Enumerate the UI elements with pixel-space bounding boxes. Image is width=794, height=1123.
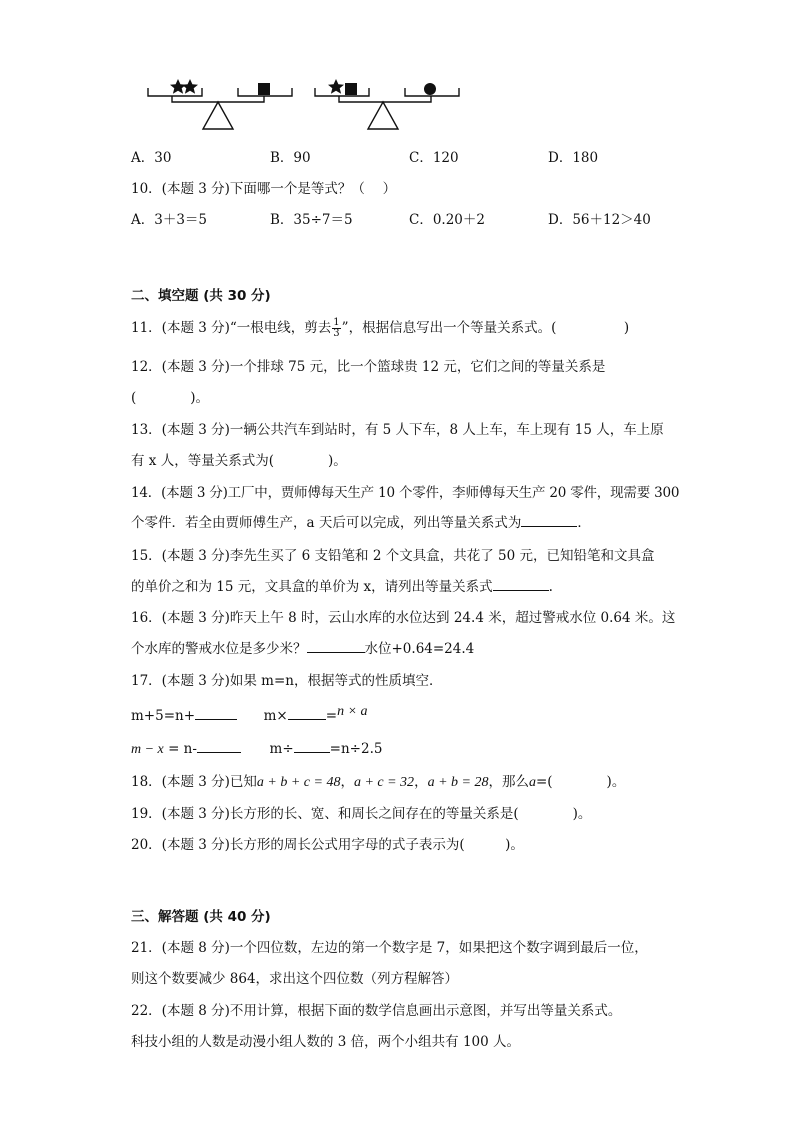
q9-option-d: D．180 <box>548 150 599 166</box>
q16-line1: 16．(本题 3 分)昨天上午 8 时，云山水库的水位达到 24.4 米，超过警戒水位 0.64 米。这 <box>131 610 676 626</box>
q22-line2: 科技小组的人数是动漫小组人数的 3 倍，两个小组共有 100 人。 <box>131 1034 521 1050</box>
star-icon <box>170 79 186 94</box>
q17-b-eq: = <box>325 708 338 724</box>
balance-scales-figure <box>140 72 480 132</box>
q13-line2: 有 x 人，等量关系式为( )。 <box>131 453 347 469</box>
q17-row1 <box>131 704 368 724</box>
q17-c-text: = n- <box>163 741 197 757</box>
q9-option-a: A．30 <box>131 150 172 166</box>
q12-line1: 12．(本题 3 分)一个排球 75 元，比一个篮球贵 12 元，它们之间的等量关系是 <box>131 359 606 375</box>
star-icon <box>328 79 344 94</box>
q20: 20．(本题 3 分)长方形的周长公式用字母的式子表示为( )。 <box>131 837 524 853</box>
q17-c-math: m − x <box>131 742 164 757</box>
q14-line2-end: ． <box>577 515 591 531</box>
q11-pre: 11．(本题 3 分)“一根电线，剪去 <box>131 320 332 336</box>
fraction-numerator: 1 <box>333 317 340 328</box>
balance-left <box>148 88 292 129</box>
q11 <box>131 316 629 340</box>
q15-answer-blank[interactable] <box>493 590 549 591</box>
q17-b-math: n × a <box>337 704 368 719</box>
q16-line2 <box>131 643 474 657</box>
q17-a-text: m+5=n+ <box>131 708 196 724</box>
q10-stem: 10．(本题 3 分)下面哪一个是等式？（ ） <box>131 181 397 197</box>
q22-line1: 22．(本题 8 分)不用计算，根据下面的数学信息画出示意图，并写出等量关系式。 <box>131 1003 622 1019</box>
q12-line2: ( )。 <box>131 390 210 406</box>
q18-eq2: a + c = 32 <box>353 775 415 790</box>
q16-answer-blank[interactable] <box>307 652 365 653</box>
balance-right <box>315 88 459 129</box>
q18-mid: ，那么 <box>488 774 529 790</box>
q17-row2 <box>131 743 382 757</box>
q17-d-text: m÷ <box>269 741 294 757</box>
q10-option-b: B．35÷7＝5 <box>270 212 353 228</box>
square-icon <box>258 83 270 95</box>
q21-line2: 则这个数要减少 864，求出这个四位数（列方程解答） <box>131 971 459 987</box>
q17-a-blank[interactable] <box>195 719 237 720</box>
square-icon <box>345 83 357 95</box>
q13-line1: 13．(本题 3 分)一辆公共汽车到站时，有 5 人下车，8 人上车，车上现有 15 人，车上原 <box>131 422 664 438</box>
q17-stem: 17．(本题 3 分)如果 m=n，根据等式的性质填空． <box>131 673 443 689</box>
fraction-denominator: 3 <box>333 328 340 339</box>
q10-option-c: C．0.20＋2 <box>409 212 485 228</box>
q15-line2-end: . <box>548 579 553 595</box>
q19: 19．(本题 3 分)长方形的长、宽、和周长之间存在的等量关系是( )。 <box>131 806 592 822</box>
triangle-fulcrum-icon <box>368 102 398 129</box>
q15-line2-text: 的单价之和为 15 元，文具盒的单价为 x，请列出等量关系式 <box>131 579 493 595</box>
q17-c-blank[interactable] <box>197 752 241 753</box>
section-fill-in-heading: 二、填空题 (共 30 分) <box>131 288 271 304</box>
q18-sep2: ， <box>414 774 428 790</box>
balance-right-items <box>328 79 436 95</box>
q14-line2 <box>131 517 591 531</box>
fraction-one-third <box>332 318 340 339</box>
q18-var-a: a <box>528 775 536 790</box>
q17-d-blank[interactable] <box>294 752 330 753</box>
star-icon <box>182 79 198 94</box>
q14-line1: 14．(本题 3 分)工厂中，贾师傅每天生产 10 个零件，李师傅每天生产 20 零件，现需要 300 <box>131 485 680 501</box>
q9-option-b: B．90 <box>270 150 311 166</box>
circle-icon <box>424 83 436 95</box>
q10-option-a: A．3＋3＝5 <box>131 212 208 228</box>
q18-eq3: a + b = 28 <box>427 775 489 790</box>
q10-option-d: D．56＋12＞40 <box>548 212 651 228</box>
q21-line1: 21．(本题 8 分)一个四位数，左边的第一个数字是 7，如果把这个数字调到最后一位， <box>131 940 648 956</box>
q17-b-blank[interactable] <box>288 719 326 720</box>
q17-b-text: m× <box>263 708 288 724</box>
q18-post: =( )。 <box>535 774 626 790</box>
q14-line2-text: 个零件．若全由贾师傅生产，a 天后可以完成，列出等量关系式为 <box>131 515 522 531</box>
q16-line2-end: 水位+0.64=24.4 <box>364 641 475 657</box>
q18-eq1: a + b + c = 48 <box>256 775 341 790</box>
triangle-fulcrum-icon <box>203 102 233 129</box>
q18-pre: 18．(本题 3 分)已知 <box>131 774 257 790</box>
q16-line2-text: 个水库的警戒水位是多少米？ <box>131 641 307 657</box>
q14-answer-blank[interactable] <box>521 526 577 527</box>
balance-left-items <box>170 79 270 95</box>
q18-sep1: ， <box>340 774 354 790</box>
q18 <box>131 776 625 790</box>
section-answer-heading: 三、解答题 (共 40 分) <box>131 909 271 925</box>
q9-option-c: C．120 <box>409 150 459 166</box>
q17-d-end: =n÷2.5 <box>329 741 383 757</box>
q15-line2 <box>131 581 553 595</box>
q15-line1: 15．(本题 3 分)李先生买了 6 支铅笔和 2 个文具盒，共花了 50 元，已知铅笔和文具盒 <box>131 548 655 564</box>
q11-post: ”，根据信息写出一个等量关系式。( ) <box>341 320 630 336</box>
